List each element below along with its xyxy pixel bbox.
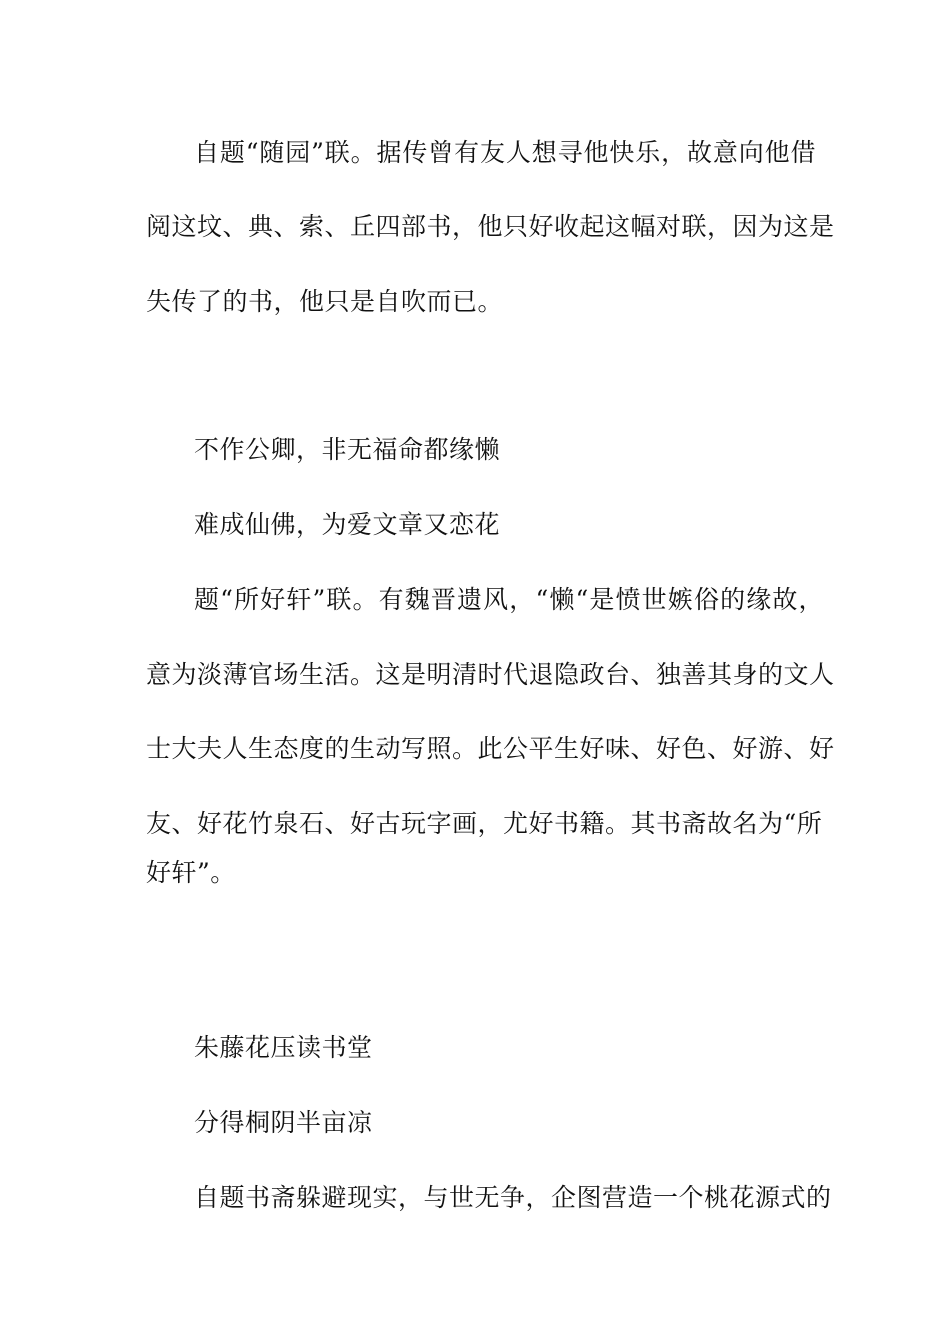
couplet-2-lower: 分得桐阴半亩凉 — [194, 1108, 373, 1137]
paragraph-1-line-3: 失传了的书，他只是自吹而已。 — [146, 287, 504, 316]
paragraph-2-line-2: 意为淡薄官场生活。这是明清时代退隐政台、独善其身的文人 — [146, 660, 835, 689]
paragraph-1-line-1: 自题“随园”联。据传曾有友人想寻他快乐，故意向他借 — [194, 138, 816, 167]
paragraph-2-line-4: 友、好花竹泉石、好古玩字画，尤好书籍。其书斋故名为“所 — [146, 809, 823, 838]
paragraph-3-line-1: 自题书斋躲避现实，与世无争，企图营造一个桃花源式的 — [194, 1183, 832, 1212]
paragraph-1-line-2: 阅这坟、典、索、丘四部书，他只好收起这幅对联，因为这是 — [146, 212, 835, 241]
paragraph-2-line-3: 士大夫人生态度的生动写照。此公平生好味、好色、好游、好 — [146, 734, 835, 763]
couplet-2-upper: 朱藤花压读书堂 — [194, 1033, 373, 1062]
paragraph-2-line-1: 题“所好轩”联。有魏晋遗风，“懒“是愤世嫉俗的缘故， — [194, 585, 824, 614]
couplet-1-lower: 难成仙佛，为爱文章又恋花 — [194, 510, 501, 539]
couplet-1-upper: 不作公卿，非无福命都缘懒 — [194, 435, 501, 464]
paragraph-2-line-5: 好轩”。 — [146, 858, 236, 887]
